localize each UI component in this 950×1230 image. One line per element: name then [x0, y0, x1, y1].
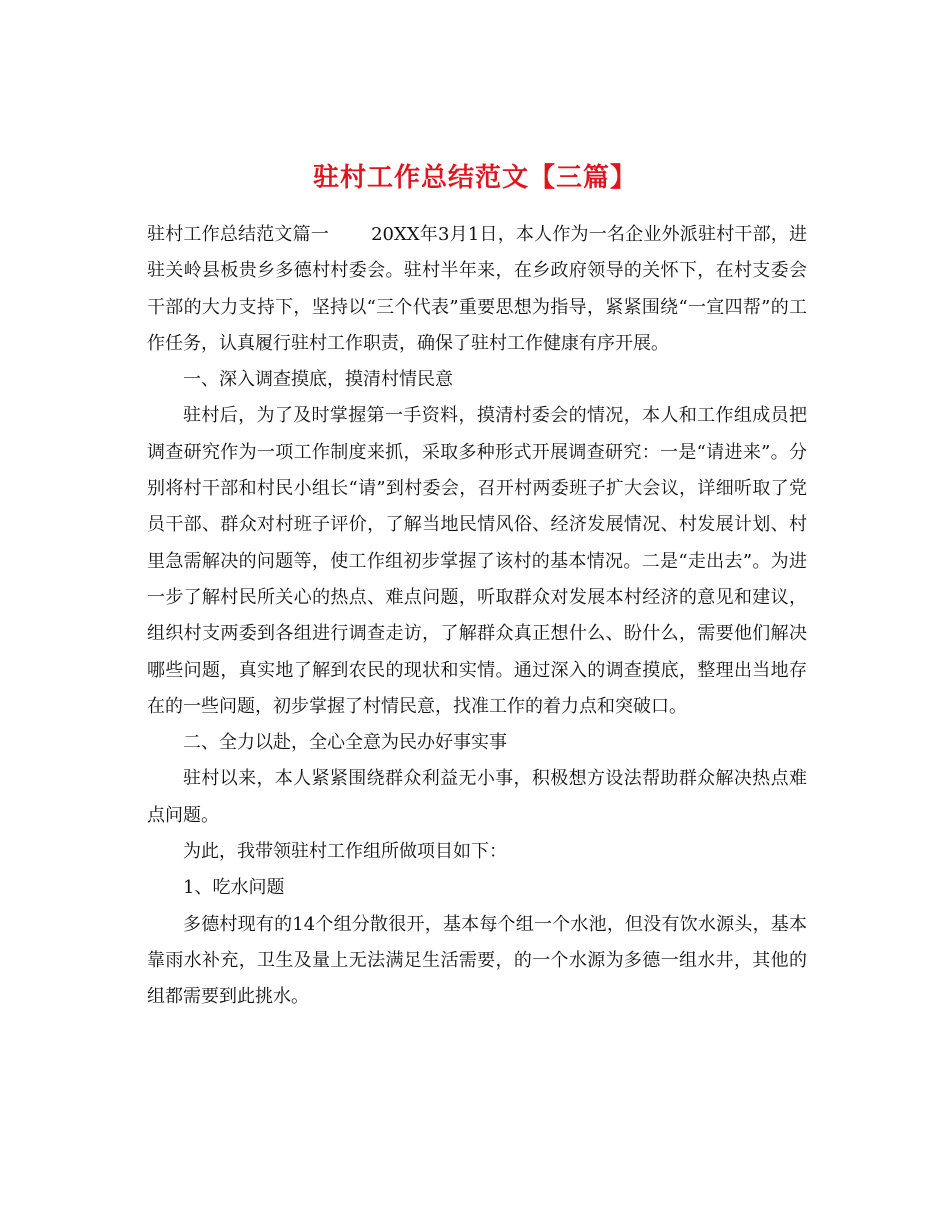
document-body: [147, 217, 807, 1016]
body-paragraph-1: 驻村后，为了及时掌握第一手资料，摸清村委会的情况，本人和工作组成员把调查研究作为一项工作制度来抓，采取多种形式开展调查研究：一是“请进来”。分别将村干部和村民小组长“请”到村委会，召开村两委班子扩大会议，详细听取了党员干部、群众对村班子评价，了解当地民情风俗、经济发展情况、村发展计划、村里急需解决的问题等，使工作组初步掌握了该村的基本情况。二是“走出去”。为进一步了解村民所关心的热点、难点问题，听取群众对发展本村经济的意见和建议，组织村支两委到各组进行调查走访，了解群众真正想什么、盼什么，需要他们解决哪些问题，真实地了解到农民的现状和实情。通过深入的调查摸底，整理出当地存在的一些问题，初步掌握了村情民意，找准工作的着力点和突破口。: [147, 405, 807, 717]
subsection-heading-water: 1、吃水问题: [183, 877, 285, 899]
body-paragraph-2: 驻村以来，本人紧紧围绕群众利益无小事，积极想方设法帮助群众解决热点难点问题。: [147, 768, 807, 826]
section-heading-1: 一、深入调查摸底，摸清村情民意: [183, 369, 453, 391]
section-lead-title: 驻村工作总结范文篇一: [147, 224, 330, 245]
intro-text: 20XX年3月1日，本人作为一名企业外派驻村干部，进驻关岭县板贵乡多德村村委会。驻村半年来，在乡政府领导的关怀下，在村支委会干部的大力支持下，坚持以“三个代表”重要思想为指导，紧紧围绕“一宣四帮”的工作任务，认真履行驻村工作职责，确保了驻村工作健康有序开展。: [147, 224, 808, 354]
body-paragraph-water: 多德村现有的14个组分散很开，基本每个组一个水池，但没有饮水源头，基本靠雨水补充，卫生及量上无法满足生活需要，的一个水源为多德一组水井，其他的组都需要到此挑水。: [147, 913, 807, 1008]
intro-paragraph: [147, 217, 807, 362]
section-heading-2: 二、全力以赴，全心全意为民办好事实事: [183, 732, 507, 754]
body-paragraph-3: 为此，我带领驻村工作组所做项目如下：: [183, 841, 507, 863]
document-title: 驻村工作总结范文【三篇】: [312, 163, 637, 194]
